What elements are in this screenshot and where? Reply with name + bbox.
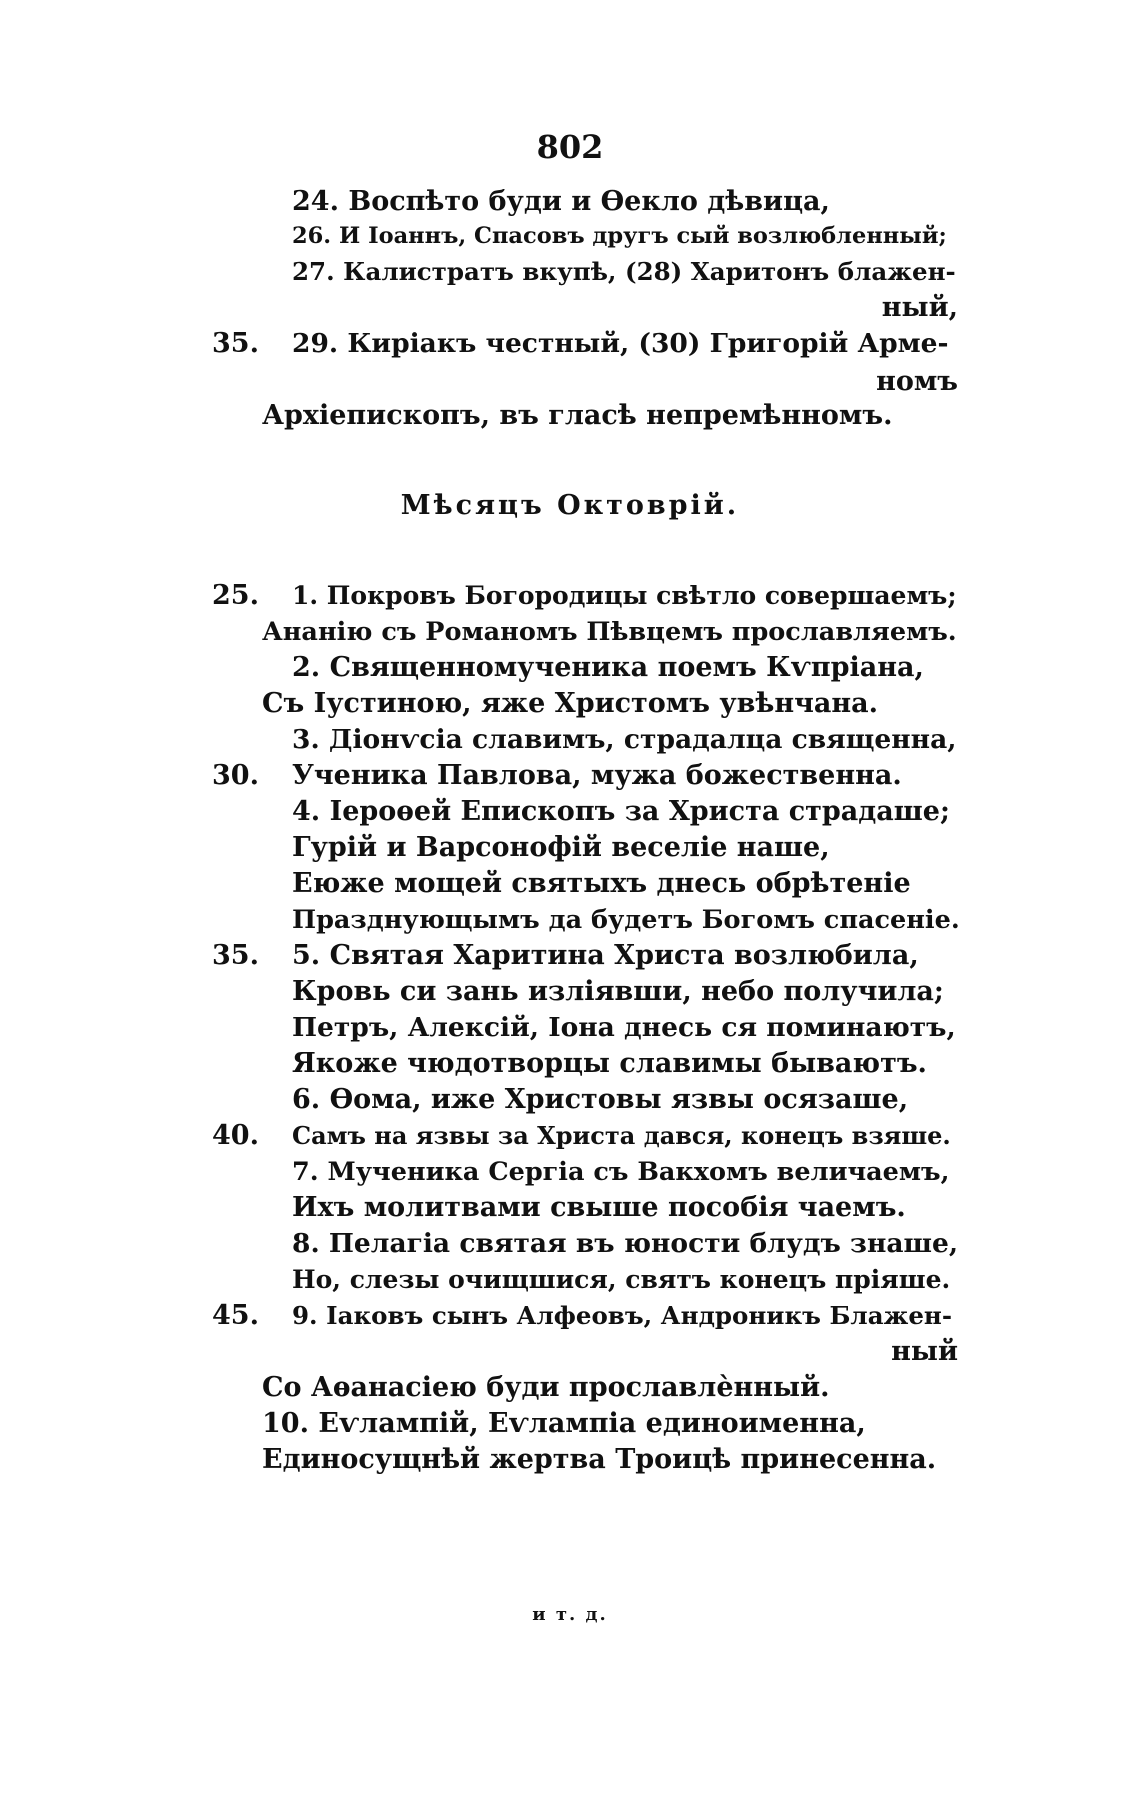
verse-line: 7. Мученика Сергіа съ Вакхомъ величаемъ, <box>292 1157 950 1187</box>
verse-number: 35. <box>212 328 259 359</box>
verse-line: Еюже мощей святыхъ днесь обрѣтеніе <box>292 868 911 899</box>
verse-line: Кровь си зань изліявши, небо получила; <box>292 976 944 1007</box>
verse-line: 9. Іаковъ сынъ Алфеовъ, Андроникъ Блажен- <box>292 1301 953 1330</box>
verse-line: 2. Священномученика поемъ Кѵпріана, <box>292 652 924 683</box>
month-heading: Мѣсяцъ Октоврій. <box>400 490 740 521</box>
verse-number: 40. <box>212 1120 259 1151</box>
verse-line: Съ Іустиною, яже Христомъ увѣнчана. <box>262 688 879 719</box>
verse-line: 4. Іероѳей Епископъ за Христа страдаше; <box>292 796 950 827</box>
verse-number: 30. <box>212 760 259 791</box>
verse-line: Ананію съ Романомъ Пѣвцемъ прославляемъ. <box>262 617 957 647</box>
verse-line: Архіепископъ, въ гласѣ непремѣнномъ. <box>262 400 893 431</box>
verse-number: 35. <box>212 940 259 971</box>
verse-line: Ихъ молитвами свыше пособія чаемъ. <box>292 1192 906 1223</box>
verse-line-overflow: ный <box>891 1336 958 1367</box>
verse-line: 6. Ѳома, иже Христовы язвы осязаше, <box>292 1084 909 1115</box>
verse-line: 10. Еѵлампій, Еѵлампіа единоименна, <box>262 1408 866 1439</box>
verse-line: Но, слезы очищшися, святъ конецъ пріяше. <box>292 1265 951 1294</box>
verse-line: 24. Воспѣто буди и Ѳекло дѣвица, <box>292 186 830 217</box>
page-number: 802 <box>536 128 604 166</box>
verse-line: 3. Діонѵсіа славимъ, страдалца священна, <box>292 724 957 755</box>
verse-line: 5. Святая Харитина Христа возлюбила, <box>292 940 919 971</box>
verse-line: Самъ на язвы за Христа дався, конецъ взяше. <box>292 1121 951 1150</box>
verse-line-overflow: ный, <box>881 292 958 323</box>
verse-line: Единосущнѣй жертва Троицѣ принесенна. <box>262 1444 937 1475</box>
verse-line: 1. Покровъ Богородицы свѣтло совершаемъ; <box>292 581 957 610</box>
verse-line: Петръ, Алексій, Іона днесь ся поминаютъ, <box>292 1012 956 1043</box>
verse-line: 29. Киріакъ честный, (30) Григорій Арме- <box>292 328 949 359</box>
verse-line-overflow: номъ <box>876 366 958 397</box>
verse-line: Празднующымъ да будетъ Богомъ спасеніе. <box>292 905 960 935</box>
footer-etc: и т. д. <box>532 1604 608 1625</box>
verse-line: Гурій и Варсонофій веселіе наше, <box>292 832 830 863</box>
verse-line: Со Аѳанасіею буди прославлѐнный. <box>262 1372 830 1403</box>
verse-number: 25. <box>212 580 259 611</box>
verse-line: 27. Калистратъ вкупѣ, (28) Харитонъ блажен- <box>292 257 956 286</box>
verse-line: 8. Пелагіа святая въ юности блудъ знаше, <box>292 1228 959 1259</box>
verse-line: 26. И Іоаннъ, Спасовъ другъ сый возлюбленный; <box>292 223 947 249</box>
verse-line: Якоже чюдотворцы славимы бываютъ. <box>292 1048 927 1079</box>
verse-number: 45. <box>212 1300 259 1331</box>
verse-line: Ученика Павлова, мужа божественна. <box>292 760 902 791</box>
